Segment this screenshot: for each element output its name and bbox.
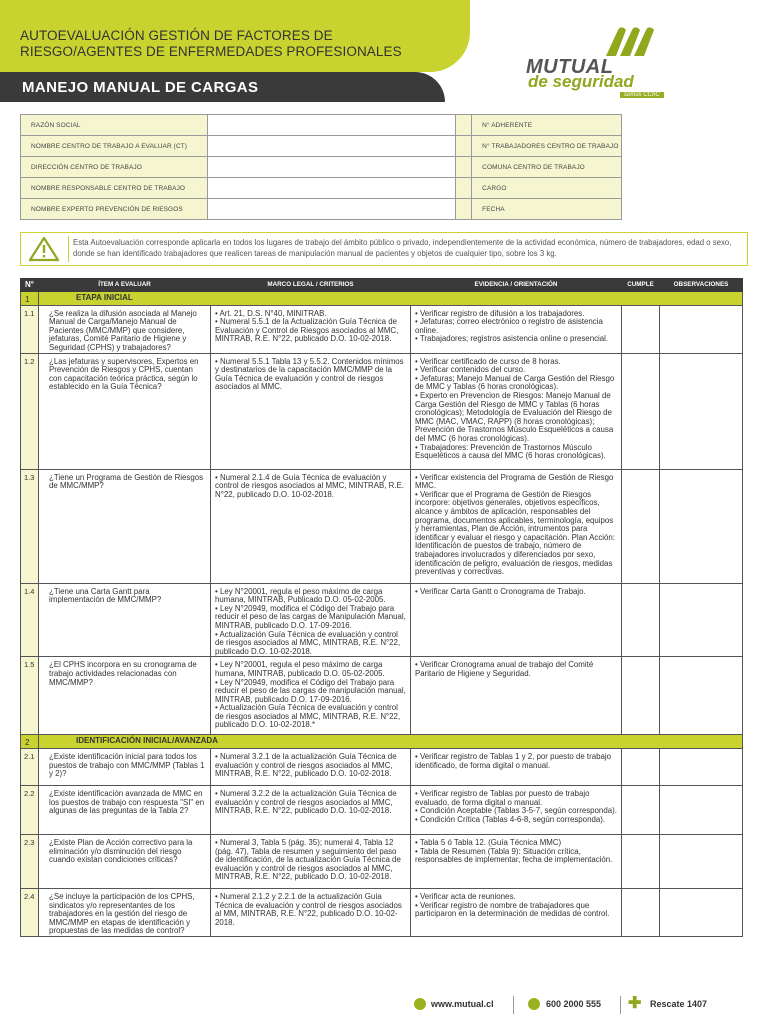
evidence-orientation [411, 785, 622, 834]
info-value-field[interactable] [207, 157, 455, 178]
info-spacer [456, 178, 472, 199]
item-number: 1.5 [21, 657, 39, 735]
info-label: RAZÓN SOCIAL [21, 115, 208, 136]
mutual-logo [520, 22, 690, 102]
legal-criteria [211, 469, 411, 583]
item-question: ¿Se incluye la participación de los CPHS, sindicatos y/o representantes de los trabajadores en la gestión del riesgo de MMC/MMP en etapas de identificación y propuestas de las medidas de control? [39, 888, 211, 936]
info-row [21, 199, 622, 220]
evidence-bullet: • Verificar registro de nombre de trabajadores que participaron en la determinación de medidas de control. [415, 902, 617, 919]
col-comply: CUMPLE [622, 279, 660, 292]
comply-cell[interactable] [622, 305, 660, 353]
observations-cell[interactable] [660, 657, 743, 735]
item-number: 1.2 [21, 353, 39, 469]
phone-icon [528, 998, 540, 1010]
comply-cell[interactable] [622, 657, 660, 735]
observations-cell[interactable] [660, 353, 743, 469]
item-number: 1.1 [21, 305, 39, 353]
comply-cell[interactable] [622, 583, 660, 657]
legal-criteria [211, 748, 411, 785]
info-spacer [456, 157, 472, 178]
info-value-field[interactable] [207, 115, 455, 136]
info-row [21, 178, 622, 199]
info-spacer [456, 136, 472, 157]
evidence-bullet: • Verificar existencia del Programa de Gestión de Riesgo MMC. [415, 474, 617, 491]
evidence-bullet: • Condición Crítica (Tablas 4-6-8, según corresponda). [415, 816, 617, 825]
observations-cell[interactable] [660, 305, 743, 353]
evidence-orientation [411, 888, 622, 936]
info-value-field[interactable] [207, 178, 455, 199]
logo-word: MUTUAL [526, 56, 614, 78]
evidence-bullet: • Verificar contenidos del curso. [415, 366, 617, 375]
legal-bullet: • Numeral 3.2.2 de la actualización Guía Técnica de evaluación y control de riesgos asociados al MMC, MINTRAB, R.E. N°22, publicado D.O. 10-02-2018. [215, 790, 406, 816]
item-number: 2.1 [21, 748, 39, 785]
legal-bullet: • Numeral 5.5.1 de la Actualización Guía Técnica de Evaluación y Control de Riesgos asociados al MMC, MINTRAB, R.E. N°22, publicado D.O. 10-02-2018. [215, 318, 406, 344]
comply-cell[interactable] [622, 888, 660, 936]
comply-cell[interactable] [622, 353, 660, 469]
legal-bullet: • Ley N°20949, modifica el Código del Trabajo para reducir el peso de las cargas de Manipulación Manual, MINTRAB, publicado D.O. 17-09-2016. [215, 605, 406, 631]
info-label: DIRECCIÓN CENTRO DE TRABAJO [21, 157, 208, 178]
item-question: ¿Existe Plan de Acción correctivo para la eliminación y/o disminución del riesgo cuando existan condiciones críticas? [39, 834, 211, 888]
info-row [21, 157, 622, 178]
evidence-orientation [411, 353, 622, 469]
info-label: N° ADHERENTE [472, 115, 622, 136]
evidence-bullet: • Condición Aceptable (Tablas 3-5-7, según corresponda). [415, 807, 617, 816]
comply-cell[interactable] [622, 834, 660, 888]
evidence-orientation [411, 583, 622, 657]
item-question: ¿Las jefaturas y supervisores, Expertos en Prevención de Riesgos y CPHS, cuentan con capacitación teórica práctica, según lo establecido en la Guía Técnica? [39, 353, 211, 469]
table-row [21, 888, 743, 936]
table-row [21, 785, 743, 834]
info-label: N° TRABAJADORES CENTRO DE TRABAJO [472, 136, 622, 157]
evidence-bullet: • Verificar registro de Tablas 1 y 2, por puesto de trabajo identificado, de forma digital o manual. [415, 753, 617, 770]
comply-cell[interactable] [622, 785, 660, 834]
evidence-orientation [411, 748, 622, 785]
legal-bullet: • Numeral 5.5.1 Tabla 13 y 5.5.2. Contenidos mínimos y destinatarios de la capacitación MMC/MMP de la Guía Técnica de evaluación y control de riesgos asociados al MMC. [215, 358, 406, 392]
info-label: FECHA [472, 199, 622, 220]
observations-cell[interactable] [660, 583, 743, 657]
footer-phone: 600 2000 555 [546, 999, 602, 1009]
item-question: ¿El CPHS incorpora en su cronograma de trabajo actividades relacionadas con MMC/MMP? [39, 657, 211, 735]
item-number: 2.2 [21, 785, 39, 834]
warning-text: Esta Autoevaluación corresponde aplicarla en todos los lugares de trabajo del ámbito público o privado, independientemente de la actividad económica, número de trabajadores, edad o sexo, donde se han identificado trabajadores que realicen tareas de manipulación manual de pacientes y objetos de cualquier tipo, sobre los 3 kg. [73, 238, 732, 258]
col-legal: MARCO LEGAL / CRITERIOS [211, 279, 411, 292]
table-row [21, 834, 743, 888]
document-title [20, 28, 460, 60]
info-row [21, 115, 622, 136]
info-label: NOMBRE CENTRO DE TRABAJO A EVALUAR (CT) [21, 136, 208, 157]
info-label: CARGO [472, 178, 622, 199]
evidence-orientation [411, 469, 622, 583]
legal-bullet: • Ley N°20949, modifica el Código del Trabajo para reducir el peso de las cargas de manipulación manual, MINTRAB, publicado D.O. 17-09-2016. [215, 679, 406, 705]
info-label: NOMBRE EXPERTO PREVENCIÓN DE RIESGOS [21, 199, 208, 220]
table-row [21, 469, 743, 583]
title-line-2: RIESGO/AGENTES DE ENFERMEDADES PROFESIONALES [20, 44, 402, 59]
evidence-orientation [411, 305, 622, 353]
warning-separator [68, 236, 69, 262]
company-info-table [20, 114, 622, 220]
table-row [21, 748, 743, 785]
evidence-orientation [411, 657, 622, 735]
evidence-bullet: • Trabajadores: Prevención de Trastornos Músculo Esqueléticos a causa del MMC (6 horas cronológicas). [415, 444, 617, 461]
item-question: ¿Se realiza la difusión asociada al Manejo Manual de Carga/Manejo Manual de Pacientes (MMC/MMP) que considere, jefaturas, Comité Paritario de Higiene y Seguridad (CPHS) y trabajadores? [39, 305, 211, 353]
footer [0, 996, 768, 1016]
footer-divider [513, 996, 514, 1014]
observations-cell[interactable] [660, 748, 743, 785]
legal-criteria [211, 888, 411, 936]
warning-box [20, 232, 748, 266]
document-subtitle: MANEJO MANUAL DE CARGAS [22, 79, 259, 96]
evidence-bullet: • Tabla 5 ó Tabla 12. (Guía Técnica MMC) [415, 839, 617, 848]
info-label: COMUNA CENTRO DE TRABAJO [472, 157, 622, 178]
observations-cell[interactable] [660, 469, 743, 583]
evidence-bullet: • Verificar Carta Gantt o Cronograma de Trabajo. [415, 588, 617, 597]
legal-bullet: • Ley N°20001, regula el peso máximo de carga humana, MINTRAB, Publicado D.O. 05-02-2005. [215, 588, 406, 605]
observations-cell[interactable] [660, 785, 743, 834]
footer-divider [620, 996, 621, 1014]
legal-bullet: • Ley N°20001, regula el peso máximo de carga humana, MINTRAB, publicado D.O. 05-02-2005. [215, 661, 406, 678]
section-number: 2 [21, 735, 39, 749]
legal-bullet: • Numeral 3.2.1 de la actualización Guía Técnica de evaluación y control de riesgos asociados al MMC, MINTRAB, R.E. N°22, publicado D.O. 10-02-2018. [215, 753, 406, 779]
table-row [21, 583, 743, 657]
legal-bullet: • Actualización Guía Técnica de evaluación y control de riesgos asociados al MMC, MINTRAB, R.E. N°22, publicado D.O. 10-02-2018.* [215, 704, 406, 730]
logo-tagline: somos CChC [620, 92, 664, 98]
observations-cell[interactable] [660, 888, 743, 936]
table-row [21, 353, 743, 469]
legal-criteria [211, 305, 411, 353]
legal-criteria [211, 834, 411, 888]
evidence-bullet: • Verificar certificado de curso de 8 horas. [415, 358, 617, 367]
info-row [21, 136, 622, 157]
evaluation-table [20, 278, 743, 937]
item-question: ¿Tiene un Programa de Gestión de Riesgos de MMC/MMP? [39, 469, 211, 583]
legal-bullet: • Numeral 2.1.4 de Guía Técnica de evaluación y control de riesgos asociados al MMC, MINTRAB, R.E. N°22, publicado D.O. 10-02-2018. [215, 474, 406, 500]
legal-bullet: • Art. 21, D.S. N°40, MINITRAB. [215, 310, 406, 319]
item-number: 1.4 [21, 583, 39, 657]
item-number: 2.3 [21, 834, 39, 888]
info-value-field[interactable] [207, 136, 455, 157]
section-title: ETAPA INICIAL [39, 292, 743, 306]
evidence-bullet: • Verificar que el Programa de Gestión de Riesgos incorpore: objetivos generales, objetivos específicos, alcance y ámbitos de aplicación, responsables del programa, documentos aplicables, terminología, equipos y herramientas, Plan de Acción, intrumentos para identificar y evaluar el riesgo y capacitación. Plan Acción: Identificación de puestos de trabajo, número de trabajadores involucrados y diferenciados por sexo, identificación de peligro, evaluación de riesgos, medidas preventivas y correctivas. [415, 491, 617, 577]
comply-cell[interactable] [622, 469, 660, 583]
legal-criteria [211, 657, 411, 735]
col-evidence: EVIDENCIA / ORIENTACIÓN [411, 279, 622, 292]
plus-icon: ✚ [628, 995, 642, 1012]
item-question: ¿Existe identificación avanzada de MMC en los puestos de trabajo con respuesta "SI" en algunas de las preguntas de la Tabla 2? [39, 785, 211, 834]
evidence-bullet: • Jefaturas; Manejo Manual de Carga Gestión del Riesgo de MMC y Tablas (6 horas cronológicas). [415, 375, 617, 392]
footer-rescue: Rescate 1407 [650, 999, 708, 1009]
info-label: NOMBRE RESPONSABLE CENTRO DE TRABAJO [21, 178, 208, 199]
info-spacer [456, 115, 472, 136]
evidence-bullet: • Verificar registro de difusión a los trabajadores. [415, 310, 617, 319]
evidence-bullet: • Trabajadores; registros asistencia online o presencial. [415, 335, 617, 344]
evidence-bullet: • Verificar registro de Tablas por puesto de trabajo evaluado, de forma digital o manual. [415, 790, 617, 807]
legal-criteria [211, 785, 411, 834]
evidence-bullet: • Experto en Prevencion de Riesgos: Manejo Manual de Carga Gestión del Riesgo de MMC y Tablas (6 horas cronológicas); Metodología de Evaluación del Riesgo de MMC (MAC, VMAC, RAPP) (8 horas cronológicas); Prevención de Trastornos Músculo Esqueléticos a causa del MMC (6 horas cronológicas). [415, 392, 617, 444]
item-number: 2.4 [21, 888, 39, 936]
logo-subword: de seguridad [528, 72, 634, 91]
table-row [21, 305, 743, 353]
globe-icon [414, 998, 426, 1010]
section-row [21, 292, 743, 306]
legal-criteria [211, 353, 411, 469]
item-question: ¿Tiene una Carta Gantt para implementación de MMC/MMP? [39, 583, 211, 657]
legal-bullet: • Actualización Guía Técnica de evaluación y control de riesgos asociados al MMC, MINTRAB, R.E. N°22, publicado D.O. 10-02-2018. [215, 631, 406, 657]
evidence-bullet: • Tabla de Resumen (Tabla 9): Situación crítica, responsables de implementar, fecha de implementación. [415, 848, 617, 865]
section-row [21, 735, 743, 749]
evidence-bullet: • Verificar Cronograma anual de trabajo del Comité Paritario de Higiene y Seguridad. [415, 661, 617, 678]
section-number: 1 [21, 292, 39, 306]
item-number: 1.3 [21, 469, 39, 583]
evidence-bullet: • Verificar acta de reuniones. [415, 893, 617, 902]
legal-bullet: • Numeral 2.1.2 y 2.2.1 de la actualización Guía Técnica de evaluación y control de riesgos asociados al MM, MINTRAB, R.E. N°22, publicado D.O. 10-02-2018. [215, 893, 406, 927]
item-question: ¿Existe identificación inicial para todos los puestos de trabajo con MMC/MMP (Tablas 1 y 2)? [39, 748, 211, 785]
warning-triangle-icon [26, 236, 62, 262]
col-item: ÍTEM A EVALUAR [39, 279, 211, 292]
comply-cell[interactable] [622, 748, 660, 785]
info-value-field[interactable] [207, 199, 455, 220]
evidence-orientation [411, 834, 622, 888]
legal-bullet: • Numeral 3, Tabla 5 (pág. 35); numeral 4, Tabla 12 (pág. 47), Tabla de resumen y seguimiento del paso de identificación, de la actualización Guía Técnica de evaluación y control de riesgos asociados al MMC, MINTRAB, R.E. N°22, publicado D.O. 10-02-2018. [215, 839, 406, 882]
table-row [21, 657, 743, 735]
legal-criteria [211, 583, 411, 657]
info-spacer [456, 199, 472, 220]
col-observations: OBSERVACIONES [660, 279, 743, 292]
evidence-bullet: • Jefaturas; correo electrónico o registro de asistencia online. [415, 318, 617, 335]
observations-cell[interactable] [660, 834, 743, 888]
section-title: IDENTIFICACIÓN INICIAL/AVANZADA [39, 735, 743, 749]
title-line-1: AUTOEVALUACIÓN GESTIÓN DE FACTORES DE [20, 28, 333, 43]
footer-web[interactable]: www.mutual.cl [431, 999, 494, 1009]
col-num: N° [21, 279, 39, 292]
table-header-row [21, 279, 743, 292]
